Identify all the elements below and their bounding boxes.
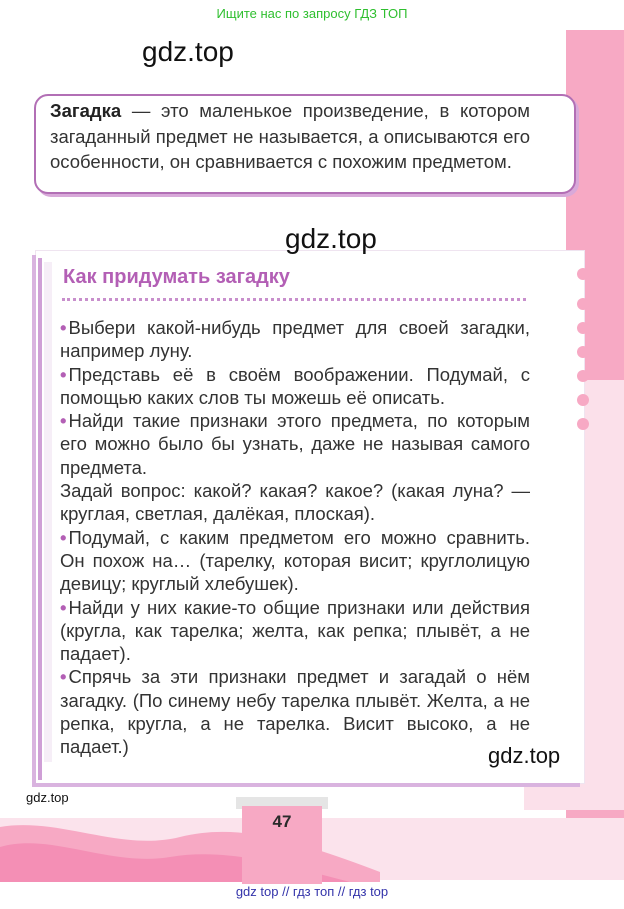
- card-title: Как придумать загадку: [63, 266, 290, 288]
- card-left-edge: [38, 258, 42, 780]
- bullet-icon: •: [60, 317, 67, 338]
- bullet-icon: •: [60, 410, 67, 432]
- paragraph-text: Подумай, с каким предметом его можно сравнить. Он похож на… (тарелку, которая висит; круглолицую девицу; круглый хлебушек).: [60, 526, 530, 595]
- footer-links[interactable]: gdz top // гдз топ // гдз top: [235, 884, 389, 899]
- bullet-icon: •: [60, 666, 67, 688]
- paragraph-7: [60, 665, 530, 758]
- title-dotted-divider: [62, 298, 526, 301]
- definition-text: [50, 98, 530, 175]
- paragraph-1: [60, 316, 530, 363]
- watermark-card: gdz.top: [488, 743, 561, 768]
- paragraph-2: [60, 363, 530, 410]
- spiral-ring: [577, 370, 589, 382]
- paragraph-text: Задай вопрос: какой? какая? какое? (какая луна? — круглая, светлая, далёкая, плоская).: [60, 480, 530, 525]
- bullet-icon: •: [60, 526, 67, 548]
- definition-body: — это маленькое произведение, в котором загаданный предмет не называется, а описываются его особенности, он сравнивается с похожим предметом.: [50, 100, 530, 172]
- card-body: [60, 316, 530, 759]
- spiral-ring: [577, 268, 589, 280]
- paragraph-text: Найди у них какие-то общие признаки или действия (кругла, как тарелка; желта, как репка; плывёт, а не падает).: [60, 596, 530, 665]
- page-number: 47: [272, 812, 292, 831]
- spiral-ring: [577, 418, 589, 430]
- watermark-left-small: gdz.top: [26, 790, 69, 805]
- paragraph-3: [60, 409, 530, 479]
- paragraph-text: Представь её в своём воображении. Подумай, с помощью каких слов ты можешь её описать.: [60, 363, 530, 408]
- bullet-icon: •: [60, 596, 67, 618]
- definition-term: Загадка: [50, 100, 122, 121]
- bullet-icon: •: [60, 363, 67, 385]
- spiral-ring: [577, 346, 589, 358]
- spiral-ring: [577, 322, 589, 334]
- pink-wave-decoration: [0, 812, 380, 882]
- paragraph-5: [60, 526, 530, 596]
- spiral-ring: [577, 298, 589, 310]
- card-inner-stripe: [44, 262, 52, 762]
- paragraph-text: Найди такие признаки этого предмета, по которым его можно было бы узнать, даже не называя самого предмета.: [60, 410, 530, 478]
- paragraph-text: Спрячь за эти признаки предмет и загадай о нём загадку. (По синему небу тарелка плывёт. Желта, а не репка, кругла, а не тарелка. Висит высоко, а не падает.): [60, 666, 530, 758]
- paragraph-6: [60, 596, 530, 666]
- watermark-top: gdz.top: [142, 36, 234, 67]
- spiral-ring: [577, 394, 589, 406]
- search-hint[interactable]: Ищите нас по запросу ГДЗ ТОП: [216, 6, 408, 21]
- paragraph-text: Выбери какой-нибудь предмет для своей загадки, например луну.: [60, 317, 530, 362]
- paragraph-4: [60, 479, 530, 526]
- watermark-middle: gdz.top: [285, 223, 377, 254]
